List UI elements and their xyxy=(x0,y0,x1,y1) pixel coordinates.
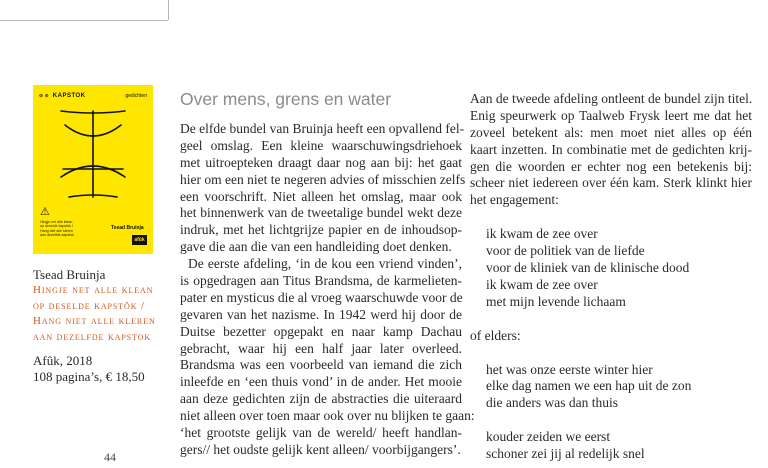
body-line: aan deze gedichten zijn de abstracties die uiteraard xyxy=(180,391,462,407)
body-line: Aan de tweede afdeling ontleent de bundel zijn titel. xyxy=(470,91,753,106)
poem-line: die anders was dan thuis xyxy=(486,395,618,411)
body-line: gebracht, waar hij een half jaar later overleed. xyxy=(180,340,462,356)
publisher-logo: afûk xyxy=(132,235,147,245)
body-line: ‘het grootste gelijk van de wereld/ heeft handlan- xyxy=(180,425,462,441)
column-divider xyxy=(168,0,169,20)
cover-small-text xyxy=(40,220,90,237)
caption-title-line: Hingje net alle klean xyxy=(33,284,154,296)
body-line: het engagement: xyxy=(470,192,559,208)
body-line: is opgedragen aan Titus Brandsma, de karmelieten- xyxy=(180,273,462,289)
body-line: niet alleen over toen maar ook over nu blijken te gaan: xyxy=(180,408,475,424)
body-line: of elders: xyxy=(470,327,521,343)
poem-line: schoner zei jij al redelijk snel xyxy=(486,446,645,462)
body-line: gen die woorden er echter nog een betekenis bij: xyxy=(470,158,752,174)
poem-excerpt-2 xyxy=(470,362,752,413)
poem-line: ik kwam de zee over xyxy=(486,276,598,292)
cover-small-line: Hang niet alle kleren xyxy=(40,228,73,233)
body-line: Duitse bezetter opgepakt en naar kamp Dachau xyxy=(180,323,462,339)
poem-line: met mijn levende lichaam xyxy=(486,293,626,309)
body-line: Brandsma was een voorbeeld van iemand die zich xyxy=(180,357,462,373)
body-line: De elfde bundel van Bruinja heeft een opvallend fel- xyxy=(180,121,465,136)
coat-hook-illustration xyxy=(33,99,153,204)
top-rule xyxy=(0,20,168,21)
body-line: scheer niet iedereen over één kam. Sterk klinkt hier xyxy=(470,175,752,191)
poem-line: kouder zeiden we eerst xyxy=(486,429,611,445)
cover-small-line: aan dezelfde kapstok xyxy=(40,232,74,237)
body-line: Enig speurwerk op Taalweb Frysk leert me dat het xyxy=(470,107,752,123)
body-line: pater en mysticus die al vroeg waarschuwde voor de xyxy=(180,289,463,305)
poem-line: voor de kliniek van de klinische dood xyxy=(486,260,690,276)
poem-line: voor de politiek van de liefde xyxy=(486,243,645,259)
caption-pages-price: 108 pagina’s, € 18,50 xyxy=(33,369,145,385)
article-column-2 xyxy=(470,91,752,463)
cover-small-line: op deselde kapstôk / xyxy=(40,224,73,229)
book-cover xyxy=(33,85,153,254)
article-column-1 xyxy=(180,121,475,459)
poem-excerpt-3 xyxy=(470,429,752,463)
poem-line: het was onze eerste winter hier xyxy=(486,361,653,377)
article-heading: Over mens, grens en water xyxy=(180,89,392,109)
body-line: een voorschrift. Niet alleen het omslag, maar ook xyxy=(180,188,462,204)
caption-title-line: op deselde kapstôk / xyxy=(33,299,145,312)
body-line: geel omslag. Een kleine waarschuwingsdriehoek xyxy=(180,137,462,153)
caption-title-line: aan dezelfde kapstok xyxy=(33,330,152,343)
book-caption xyxy=(33,267,173,385)
page-number: 44 xyxy=(104,450,116,464)
cover-author: Tsead Bruinja xyxy=(111,225,144,231)
poem-line: ik kwam de zee over xyxy=(486,226,598,242)
body-line: indruk, met het lichtgrijze papier en de inhoudsop- xyxy=(180,222,462,238)
caption-title-line: Hang niet alle kleren xyxy=(33,315,156,328)
body-line: hier om een niet te negeren advies of misschien zelfs xyxy=(180,171,466,187)
body-line: met uitroepteken draagt daar nog aan bij: het gaat xyxy=(180,154,462,170)
poem-line: elke dag namen we een hap uit de zon xyxy=(486,378,692,394)
body-line: kaart inzetten. In combinatie met de gedichten krij- xyxy=(470,141,752,157)
cover-dots: ⊙ ⊙ xyxy=(39,93,49,99)
body-line: het binnenwerk van de tweetalige bundel wekt deze xyxy=(180,205,462,221)
body-line: gers// het oudste gelijk kent alleen/ voorbijgangers’. xyxy=(180,441,461,457)
body-line: inleefde en ‘een thuis vond’ in de ander. Het mooie xyxy=(180,374,462,390)
caption-publisher-year: Afûk, 2018 xyxy=(33,353,93,369)
cover-small-line: Hingje net alle klean xyxy=(40,220,73,224)
cover-series-label: KAPSTOK xyxy=(52,93,86,99)
warning-triangle-icon: ⚠ xyxy=(40,206,50,218)
caption-author: Tsead Bruinja xyxy=(33,267,106,282)
body-line: gevaren van het nazisme. In 1942 werd hij door de xyxy=(180,306,462,322)
cover-imprint-label: gedichten xyxy=(125,93,147,99)
body-line: De eerste afdeling, ‘in de kou een vriend vinden’, xyxy=(188,256,462,272)
body-line: gave die aan die van een handleiding doet denken. xyxy=(180,239,452,255)
body-line: zoveel betekent als: men moet niet alles op één xyxy=(470,124,752,140)
poem-excerpt-1 xyxy=(470,226,752,310)
